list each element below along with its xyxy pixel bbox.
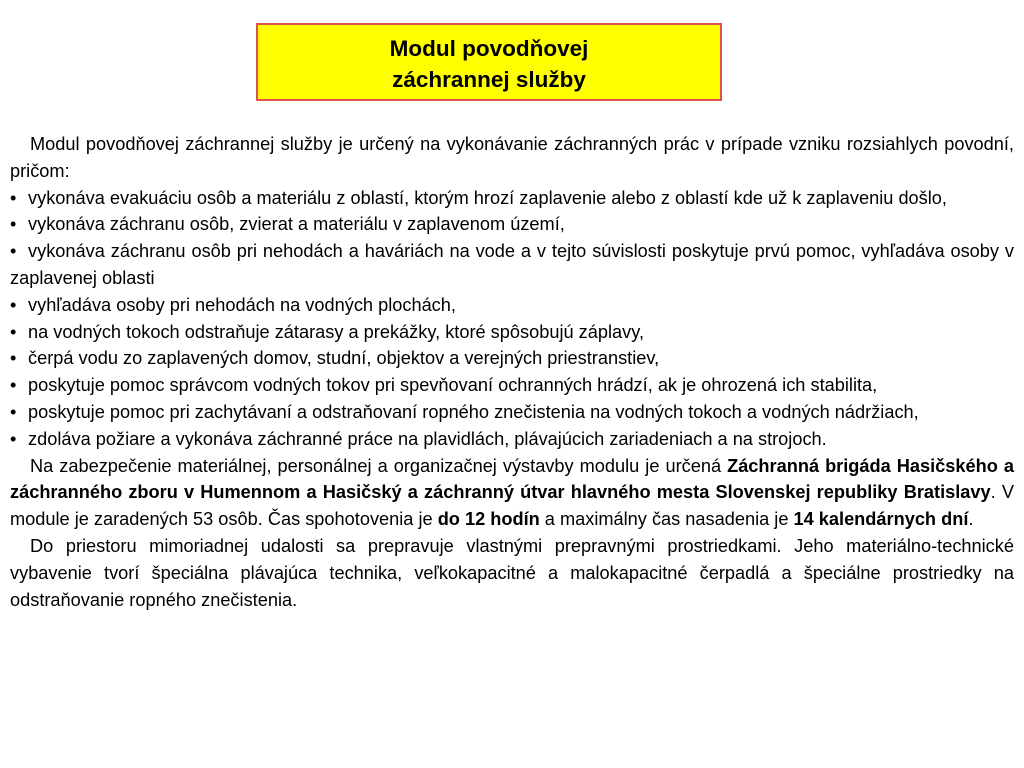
bullet-text: na vodných tokoch odstraňuje zátarasy a prekážky, ktoré spôsobujú záplavy, <box>28 321 645 342</box>
bullet-text: vykonáva záchranu osôb pri nehodách a haváriách na vode a v tejto súvislosti poskytuje prvú pomoc, vyhľadáva osoby v zaplavenej oblasti <box>10 241 1014 288</box>
bullet-icon: • <box>10 187 17 208</box>
org-text-1: Na zabezpečenie materiálnej, personálnej a organizačnej výstavby modulu je určená <box>30 455 728 476</box>
title-box <box>256 23 722 101</box>
org-text-4: . <box>968 509 974 530</box>
bullet-icon: • <box>10 348 17 369</box>
bullet-text: vykonáva evakuáciu osôb a materiálu z oblastí, ktorým hrozí zaplavenie alebo z oblastí kde už k zaplaveniu došlo, <box>28 187 947 208</box>
org-text-2: . V module je zaradených 53 osôb. Čas spohotovenia je <box>10 482 1014 530</box>
bullet-text: poskytuje pomoc pri zachytávaní a odstraňovaní ropného znečistenia na vodných tokoch a vodných nádržiach, <box>28 401 919 422</box>
bullet-icon: • <box>10 401 17 422</box>
bullet-item <box>10 345 1014 372</box>
bullet-icon: • <box>10 321 17 342</box>
title-line-2: záchrannej služby <box>392 67 586 92</box>
readiness-time: do 12 hodín <box>437 509 540 530</box>
organization-paragraph <box>10 453 1014 533</box>
bullet-item <box>10 372 1014 399</box>
title-line-1: Modul povodňovej <box>389 36 589 61</box>
bullet-text: zdoláva požiare a vykonáva záchranné práce na plavidlách, plávajúcich zariadeniach a na strojoch. <box>28 428 827 449</box>
bullet-text: čerpá vodu zo zaplavených domov, studní, objektov a verejných priestranstiev, <box>28 348 660 369</box>
bullet-icon: • <box>10 428 17 449</box>
bullet-text: poskytuje pomoc správcom vodných tokov pri spevňovaní ochranných hrádzí, ak je ohrozená ich stabilita, <box>28 375 878 396</box>
bullet-item <box>10 238 1014 292</box>
org-units: Záchranná brigáda Hasičského a záchranného zboru v Humennom a Hasičský a záchranný útvar hlavného mesta Slovenskej republiky Bratislavy <box>10 455 1014 503</box>
bullet-icon: • <box>10 375 17 396</box>
org-text-3: a maximálny čas nasadenia je <box>539 509 794 530</box>
bullet-item <box>10 211 1014 238</box>
document-body <box>10 131 1014 613</box>
bullet-icon: • <box>10 214 17 235</box>
bullet-text: vykonáva záchranu osôb, zvierat a materiálu v zaplavenom území, <box>28 214 565 235</box>
bullet-icon: • <box>10 294 17 315</box>
bullet-item <box>10 399 1014 426</box>
bullet-icon: • <box>10 241 17 262</box>
bullet-list <box>10 185 1014 453</box>
deployment-time: 14 kalendárnych dní <box>793 509 969 530</box>
bullet-item <box>10 292 1014 319</box>
intro-paragraph: Modul povodňovej záchrannej služby je určený na vykonávanie záchranných prác v prípade vzniku rozsiahlych povodní, pričom: <box>10 134 1014 181</box>
transport-paragraph: Do priestoru mimoriadnej udalosti sa prepravuje vlastnými prepravnými prostriedkami. Jeho materiálno-technické vybavenie tvorí špeciálna plávajúca technika, veľkokapacitné a malokapacitné čerpadlá a špeciálne prostriedky na odstraňovanie ropného znečistenia. <box>10 535 1014 610</box>
bullet-item <box>10 426 1014 453</box>
bullet-item <box>10 185 1014 212</box>
bullet-item <box>10 319 1014 346</box>
bullet-text: vyhľadáva osoby pri nehodách na vodných plochách, <box>28 294 456 315</box>
